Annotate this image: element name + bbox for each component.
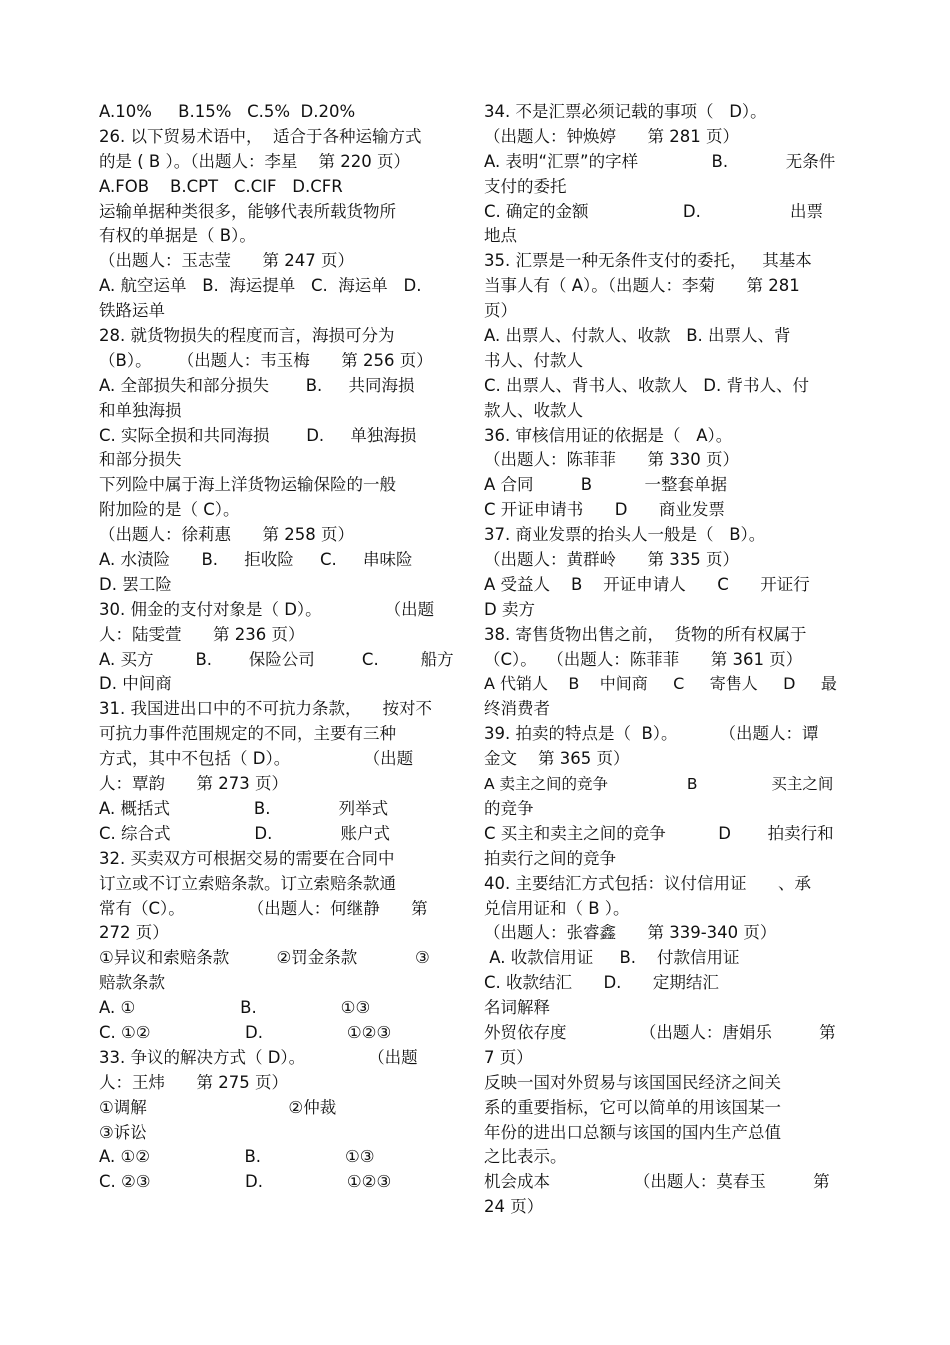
left-text-line: 和单独海损 [99, 400, 182, 420]
right-text-line: 39. 拍卖的特点是（ B）。 （出题人：谭 [484, 724, 819, 744]
left-text-line: A.10% B.15% C.5% D.20% [99, 102, 356, 121]
right-text-line: 名词解释 [484, 998, 550, 1018]
right-text-line: A 受益人 B 开证申请人 C 开证行 [484, 574, 810, 594]
left-text-line: 33. 争议的解决方式（ D）。 （出题 [99, 1047, 418, 1067]
right-text-line: 款人、收款人 [484, 400, 583, 420]
right-text-line: A 卖主之间的竞争 B 买主之间 [484, 775, 834, 794]
left-text-line: ①调解 ②仲裁 [99, 1097, 337, 1117]
left-text-line: 26. 以下贸易术语中， 适合于各种运输方式 [99, 126, 422, 146]
right-text-line: （出题人：陈菲菲 第 330 页） [484, 450, 739, 470]
left-text-line: 30. 佣金的支付对象是（ D）。 （出题 [99, 599, 435, 619]
right-text-line: 当事人有（ A）。（出题人：李菊 第 281 [484, 276, 800, 296]
left-text-line: 赔款条款 [99, 973, 165, 993]
right-text-line: 36. 审核信用证的依据是（ A）。 [484, 425, 733, 445]
left-text-line: A. 全部损失和部分损失 B. 共同海损 [99, 375, 415, 395]
left-text-line: 32. 买卖双方可根据交易的需要在合同中 [99, 848, 395, 868]
right-text-line: 金文 第 365 页） [484, 749, 630, 769]
right-text-line: C. 出票人、背书人、收款人 D. 背书人、付 [484, 375, 809, 395]
left-text-line: 常有（C）。 （出题人：何继静 第 [99, 898, 428, 918]
left-text-line: 附加险的是（ C）。 [99, 500, 240, 520]
right-text-line: 反映一国对外贸易与该国国民经济之间关 [484, 1072, 781, 1092]
right-text-line: A. 出票人、付款人、收款 B. 出票人、背 [484, 326, 791, 346]
right-text-line: （出题人：张睿鑫 第 339-340 页） [484, 923, 777, 943]
left-text-line: 下列险中属于海上洋货物运输保险的一般 [99, 475, 396, 495]
left-text-line: 方式，其中不包括（ D）。 （出题 [99, 749, 414, 769]
left-text-line: 28. 就货物损失的程度而言，海损可分为 [99, 326, 395, 346]
right-text-line: （C）。 （出题人：陈菲菲 第 361 页） [484, 649, 803, 669]
left-text-line: 和部分损失 [99, 450, 182, 470]
right-text-line: 之比表示。 [484, 1147, 567, 1167]
left-text-line: ①异议和索赔条款 ②罚金条款 ③ [99, 948, 430, 968]
right-text-line: 书人、付款人 [484, 350, 583, 370]
right-column [484, 100, 840, 1220]
left-text-line: 31. 我国进出口中的不可抗力条款， 按对不 [99, 699, 432, 719]
left-text-line: 订立或不订立索赔条款。订立索赔条款通 [99, 873, 396, 893]
right-text-line: 兑信用证和（ B ）。 [484, 898, 630, 918]
left-text-line: D. 罢工险 [99, 574, 172, 594]
right-text-line: （出题人：黄群岭 第 335 页） [484, 550, 739, 570]
left-text-line: C. ②③ D. ①②③ [99, 1172, 392, 1192]
left-text-line: C. 实际全损和共同海损 D. 单独海损 [99, 425, 417, 445]
right-text-line: 40. 主要结汇方式包括：议付信用证 、承 [484, 873, 811, 893]
right-text-line: 37. 商业发票的抬头人一般是（ B）。 [484, 525, 766, 545]
left-text-line: 的是 ( B ）。（出题人：李星 第 220 页） [99, 151, 410, 171]
right-text-line: A. 收款信用证 B. 付款信用证 [484, 948, 740, 968]
right-text-line: C. 收款结汇 D. 定期结汇 [484, 973, 719, 993]
right-text-line: 的竞争 [484, 798, 534, 818]
right-text-line: 地点 [484, 226, 517, 246]
left-text-line: A. ①② B. ①③ [99, 1147, 375, 1167]
left-text-line: 人：覃韵 第 273 页） [99, 774, 288, 794]
right-text-line: 7 页） [484, 1047, 533, 1067]
left-text-line: ③诉讼 [99, 1122, 147, 1142]
right-text-line: 外贸依存度 （出题人：唐娟乐 第 [484, 1022, 836, 1042]
right-text-line: 页） [484, 301, 517, 321]
left-text-line: A.FOB B.CPT C.CIF D.CFR [99, 176, 343, 196]
right-text-line: C 买主和卖主之间的竞争 D 拍卖行和 [484, 823, 834, 843]
left-text-line: （出题人：徐莉惠 第 258 页） [99, 525, 354, 545]
right-text-line: A 代销人 B 中间商 C 寄售人 D 最 [484, 674, 837, 694]
left-text-line: 铁路运单 [99, 301, 165, 321]
right-text-line: 34. 不是汇票必须记载的事项（ D）。 [484, 102, 767, 121]
left-text-line: C. ①② D. ①②③ [99, 1022, 392, 1042]
left-text-line: 运输单据种类很多，能够代表所载货物所 [99, 201, 396, 221]
left-text-line: 人：王炜 第 275 页） [99, 1072, 288, 1092]
right-text-line: A 合同 B 一整套单据 [484, 475, 728, 495]
left-text-line: A. 概括式 B. 列举式 [99, 798, 389, 818]
left-text-line: （出题人：玉志莹 第 247 页） [99, 251, 354, 271]
right-text-line: 支付的委托 [484, 176, 567, 196]
right-text-line: 拍卖行之间的竞争 [484, 848, 616, 868]
left-text-line: A. ① B. ①③ [99, 998, 371, 1018]
left-text-line: 可抗力事件范围规定的不同，主要有三种 [99, 724, 396, 744]
right-text-line: 机会成本 （出题人：莫春玉 第 [484, 1172, 830, 1192]
left-column [99, 100, 455, 1195]
right-text-line: C 开证申请书 D 商业发票 [484, 500, 725, 520]
left-text-line: 272 页） [99, 923, 169, 943]
right-text-line: C. 确定的金额 D. 出票 [484, 201, 824, 221]
left-text-line: C. 综合式 D. 账户式 [99, 823, 391, 843]
right-text-line: A. 表明“汇票”的字样 B. 无条件 [484, 151, 836, 171]
right-text-line: 35. 汇票是一种无条件支付的委托， 其基本 [484, 251, 812, 271]
left-text-line: （B）。 （出题人：韦玉梅 第 256 页） [99, 350, 433, 370]
left-text-line: A. 买方 B. 保险公司 C. 船方 [99, 649, 454, 669]
right-text-line: 系的重要指标，它可以简单的用该国某一 [484, 1097, 781, 1117]
right-text-line: 终消费者 [484, 699, 550, 719]
right-text-line: （出题人：钟焕婷 第 281 页） [484, 126, 739, 146]
left-text-line: D. 中间商 [99, 674, 172, 694]
right-text-line: 年份的进出口总额与该国的国内生产总值 [484, 1122, 781, 1142]
right-text-line: 24 页） [484, 1197, 544, 1217]
right-text-line: 38. 寄售货物出售之前， 货物的所有权属于 [484, 624, 807, 644]
left-text-line: 人：陆雯萱 第 236 页） [99, 624, 305, 644]
right-text-line: D 卖方 [484, 599, 535, 619]
left-text-line: 有权的单据是（ B）。 [99, 226, 256, 246]
left-text-line: A. 水渍险 B. 拒收险 C. 串味险 [99, 550, 413, 570]
left-text-line: A. 航空运单 B. 海运提单 C. 海运单 D. [99, 276, 422, 296]
